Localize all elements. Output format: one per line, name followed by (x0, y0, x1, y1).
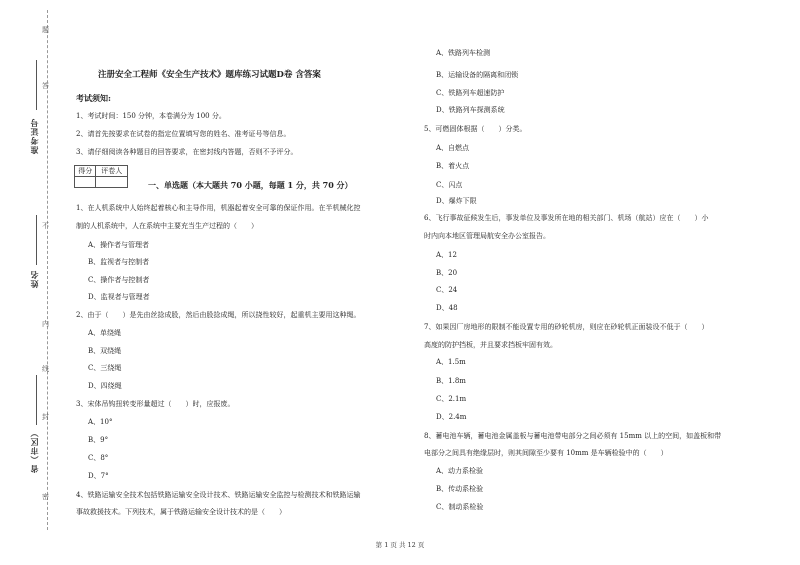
score-cell (75, 177, 96, 188)
notice-item: 2、请首先按要求在试卷的指定位置填写您的姓名、准考证号等信息。 (76, 130, 291, 138)
answer-option: C、三绕绳 (88, 364, 122, 372)
answer-option: C、2.1m (436, 395, 467, 403)
answer-option: A、动力系检验 (436, 467, 484, 475)
answer-option: B、监视者与控制者 (88, 258, 150, 266)
notice-item: 1、考试时间：150 分钟，本卷满分为 100 分。 (76, 112, 226, 120)
question-text: 1、在人机系统中人始终起着核心和主导作用，机器起着安全可靠的保证作用。在半机械化控 (76, 204, 361, 212)
answer-option: D、监视者与管理者 (88, 293, 150, 301)
answer-option: C、操作者与控制者 (88, 276, 150, 284)
answer-option: A、操作者与管理者 (88, 241, 150, 249)
exam-id-label: 准考证号 (29, 118, 39, 154)
answer-option: D、四绕绳 (88, 382, 122, 390)
notice-heading: 考试须知: (76, 93, 111, 103)
question-text: 高度的防护挡板，并且要求挡板牢固有效。 (424, 341, 557, 349)
answer-option: C、铁路列车超速防护 (436, 89, 505, 97)
answer-option: D、48 (436, 304, 458, 312)
question-text: 8、蓄电池车辆，蓄电池金属盖板与蓄电池带电部分之间必须有 15mm 以上的空间，如盖板和带 (424, 432, 722, 440)
answer-option: D、7° (88, 472, 109, 480)
answer-option: D、铁路列车探测系统 (436, 106, 505, 114)
question-text: 电部分之间具有绝缘层时，则其间隙至少要有 10mm 是车辆检验中的（ ） (424, 449, 668, 457)
name-label: 姓名 (29, 270, 39, 288)
answer-option: C、24 (436, 286, 458, 294)
page-footer: 第 1 页 共 12 页 (375, 541, 425, 549)
question-text: 2、由于（ ）是先由丝捻成股，然后由股捻成绳，所以挠性较好，起重机主要用这种绳。 (76, 311, 361, 319)
seal-char: 内 (42, 320, 49, 328)
seal-char: 线 (42, 365, 49, 373)
answer-option: A、单绕绳 (88, 329, 122, 337)
question-text: 制的人机系统中，人在系统中主要充当生产过程的（ ） (76, 222, 258, 230)
answer-option: D、2.4m (436, 413, 467, 421)
seal-char: 答 (42, 82, 49, 90)
answer-option: C、闪点 (436, 181, 463, 189)
question-text: 6、飞行事故征候发生后，事发单位及事发所在地的相关部门、机场（航站）应在（ ）小 (424, 214, 709, 222)
answer-option: B、1.8m (436, 377, 466, 385)
reviewer-label: 评卷人 (96, 166, 128, 177)
answer-option: D、爆炸下限 (436, 197, 477, 205)
answer-option: A、12 (436, 251, 457, 259)
question-text: 7、如果因厂房地形的限制不能设置专用的砂轮机房，则应在砂轮机正面装设不低于（ ） (424, 323, 709, 331)
answer-option: A、铁路列车检测 (436, 49, 491, 57)
question-text: 时内向本地区管理局航安全办公室报告。 (424, 232, 550, 240)
answer-option: B、20 (436, 269, 458, 277)
exam-id-field (36, 60, 37, 110)
question-text: 5、可燃固体根据（ ）分类。 (424, 125, 527, 133)
section-heading: 一、单选题（本大题共 70 小题，每题 1 分，共 70 分） (148, 180, 353, 190)
answer-option: A、10° (88, 418, 113, 426)
name-field (36, 215, 37, 265)
province-field (36, 375, 37, 425)
seal-char: 不 (42, 222, 49, 230)
answer-option: A、自燃点 (436, 144, 470, 152)
seal-char: 封 (42, 413, 49, 421)
page-title: 注册安全工程师《安全生产技术》题库练习试题D卷 含答案 (98, 70, 321, 80)
answer-option: B、传动系检验 (436, 485, 484, 493)
reviewer-cell (96, 177, 128, 188)
province-label: 省（市区） (29, 428, 39, 473)
seal-char: 题 (42, 26, 49, 34)
answer-option: B、双绕绳 (88, 347, 122, 355)
answer-option: C、8° (88, 454, 109, 462)
seal-char: 密 (42, 493, 49, 501)
score-label: 得分 (75, 166, 96, 177)
question-text: 3、宋体吊钩扭转变形量超过（ ）时，应报废。 (76, 400, 235, 408)
score-box (74, 165, 128, 188)
answer-option: B、9° (88, 436, 109, 444)
answer-option: B、着火点 (436, 162, 470, 170)
answer-option: C、制动系检验 (436, 503, 484, 511)
notice-item: 3、请仔细阅读各种题目的回答要求，在密封线内答题，否则不予评分。 (76, 148, 298, 156)
answer-option: B、运输设备的隔离和闭锁 (436, 71, 519, 79)
question-text: 事故救援技术。下列技术，属于铁路运输安全设计技术的是（ ） (76, 508, 286, 516)
answer-option: A、1.5m (436, 358, 466, 366)
question-text: 4、铁路运输安全技术包括铁路运输安全设计技术、铁路运输安全监控与检测技术和铁路运输 (76, 491, 361, 499)
